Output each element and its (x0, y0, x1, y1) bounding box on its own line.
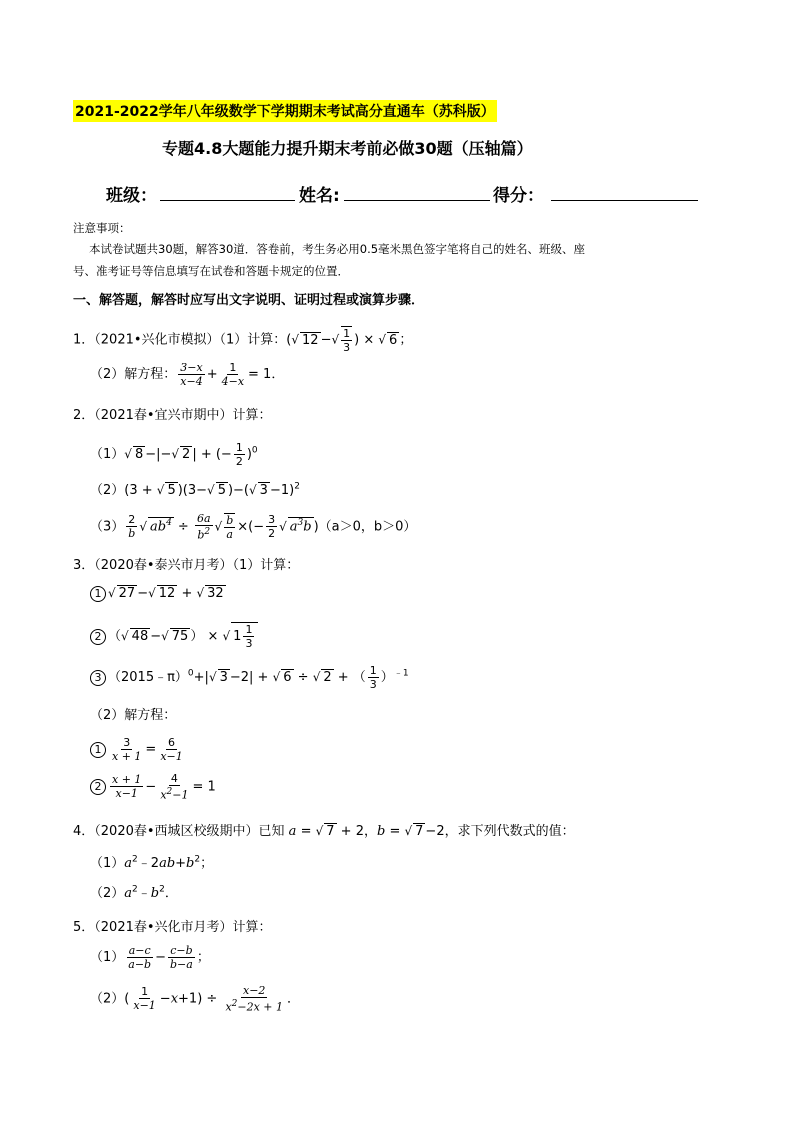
question-3-item-2: 2 （√ 48 −√ 75 ） × √ 1 $\frac{1}{3}$ (90, 622, 258, 650)
name-blank[interactable] (344, 200, 490, 201)
question-5: 5．（2021春•兴化市月考）计算： (73, 920, 272, 935)
question-3-item-3: 3 （2015﹣π）$^0$+|√ 3 −2| + √ 6 ÷ √ 2 + （ $\frac{1}{3}$ ）$^{﹣1}$ (90, 664, 409, 691)
question-3: 3．（2020春•泰兴市月考）（1）计算： (73, 558, 300, 573)
circle-2b-icon: 2 (90, 779, 106, 795)
notice-line-2: 号、准考证号等信息填写在试卷和答题卡规定的位置． (73, 264, 349, 278)
question-1-part-2: （2）解方程： $\frac{3-x}{x-4}$ + $\frac{1}{4-x}$ = 1． (90, 361, 285, 388)
question-2-part-3: （3） $\frac{2}{b}$ √ $ab^4$ ÷ $\frac{6a}{b^2}$ √ $\frac{b}{a}$ ×(− $\frac{3}{2}$ √ $a^3b$ )（a＞0，b＞0） (90, 512, 417, 542)
question-5-part-2: （2）( $\frac{1}{x-1}$ −x+1) ÷ $\frac{x-2}{x^2-2x + 1}$ ． (90, 984, 301, 1014)
question-3-part-2: （2）解方程： (90, 708, 177, 723)
class-label: 班级： (106, 186, 157, 206)
q2-p1-label: （1） (90, 447, 125, 462)
page-title: 专题4.8大题能力提升期末考前必做30题（压轴篇） (162, 139, 533, 158)
q4-p2-label: （2） (90, 886, 125, 901)
q5-p1-label: （1） (90, 950, 125, 965)
banner-title: 2021-2022学年八年级数学下学期期末考试高分直通车（苏科版） (73, 100, 497, 122)
question-4-part-1: $(1)a^2﹣2ab+b^2$； (90, 854, 214, 871)
notice-heading: 注意事项： (73, 221, 131, 235)
question-2-part-2: （2）(3 + √ 5 )(3−√ 5 )−(√ 3 −1)$^2$ (90, 481, 300, 498)
class-blank[interactable] (160, 200, 295, 201)
notice-line-1: 本试卷试题共30题，解答30道．答卷前，考生务必用0.5毫米黑色签字笔将自己的姓名、班级、座 (89, 242, 586, 256)
q5-p2-label: （2） (90, 991, 125, 1007)
section-title: 一、解答题，解答时应写出文字说明、证明过程或演算步骤． (73, 293, 425, 308)
circle-1b-icon: 1 (90, 742, 106, 758)
circle-3-icon: 3 (90, 670, 106, 686)
q2-condition: （a＞0，b＞0） (318, 519, 417, 535)
q1-part2-label: （2）解方程： (90, 367, 177, 382)
question-4-part-2: $(2)a^2﹣b^2$． (90, 884, 178, 901)
q1-prefix: 1．（2021•兴化市模拟）（1）计算： (73, 332, 287, 348)
question-2: 2．（2021春•宜兴市期中）计算： (73, 408, 272, 423)
question-4: 4．（2020春•西城区校级期中）已知 a = √ 7 + 2，b = √ 7 −2，求下列代数式的值： (73, 824, 575, 839)
q4-suffix: ，求下列代数式的值： (444, 824, 575, 839)
q3-year: （2015﹣π） (108, 670, 188, 685)
circle-2-icon: 2 (90, 629, 106, 645)
q4-prefix: 4．（2020春•西城区校级期中）已知 (73, 824, 285, 839)
q4-p1-label: （1） (90, 856, 125, 871)
question-1: 1．（2021•兴化市模拟）（1）计算：(√ 12 −√ $\frac{1}{3}$ ) × √ 6 ； (73, 327, 413, 354)
score-label: 得分： (493, 186, 544, 206)
name-label: 姓名: (299, 186, 340, 206)
q2-p2-label: （2） (90, 483, 125, 498)
score-blank[interactable] (551, 200, 698, 201)
q2-p3-label: （3） (90, 519, 125, 535)
question-5-part-1: （1） $\frac{a-c}{a-b}$ − $\frac{c-b}{b-a}$ ； (90, 944, 210, 971)
question-2-part-1: （1）√ 8 −|−√ 2 | + (− $\frac{1}{2}$ )$^0$ (90, 441, 258, 468)
question-3-equation-2: 2 $\frac{x + 1}{x-1}$ − $\frac{4}{x^2-1}$ = 1 (90, 772, 216, 802)
question-3-item-1: 1 √ 27 −√ 12 + √ 32 (90, 585, 226, 602)
circle-1-icon: 1 (90, 586, 106, 602)
question-3-equation-1: 1 $\frac{3}{x + 1}$ = $\frac{6}{x-1}$ (90, 736, 187, 763)
